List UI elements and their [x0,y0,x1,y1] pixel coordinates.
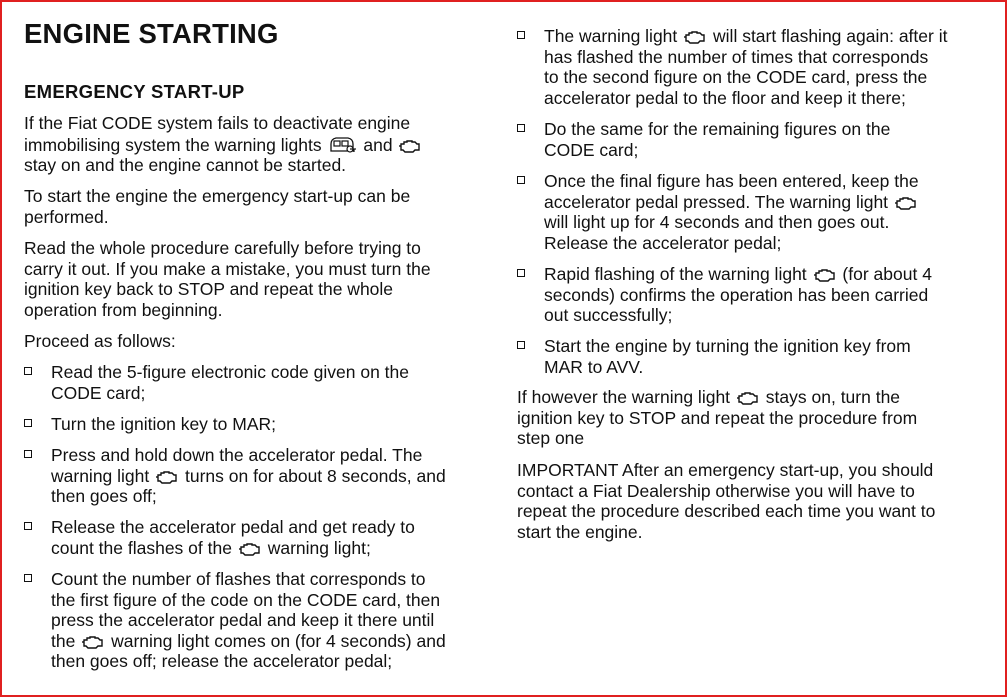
text-fragment: count the flashes of the [51,537,232,558]
list-item-text [544,264,932,326]
text-line: accelerator pedal to the floor and keep it there; [544,87,906,108]
list-item-text [544,26,947,108]
intro-paragraph-1 [24,113,423,176]
text-line [544,192,919,213]
text-line: press the accelerator pedal and keep it there until [51,610,435,630]
list-item-text [51,569,446,672]
text-line: CODE card; [51,382,146,403]
text-line: has flashed the number of times that corresponds [544,46,929,67]
text-line: Read the 5-figure electronic code given on the [51,362,410,382]
text-line: repeat the procedure described each time you want to [517,501,936,521]
outro-paragraph-1 [517,387,917,449]
text-line: then goes off; [51,486,157,506]
text-line: will light up for 4 seconds and then goes out. [544,212,890,232]
text-fragment: accelerator pedal pressed. The warning light [544,191,889,212]
text-line: Read the whole procedure carefully before trying to [24,238,421,258]
immobiliser-warning-icon [328,134,358,154]
text-line: then goes off; release the accelerator pedal; [51,651,393,671]
list-item-text [51,414,276,435]
text-line: To start the engine the emergency start-up can be [24,186,411,206]
engine-icon-svg [813,267,837,283]
text-line [51,466,446,487]
engine-warning-icon [398,138,422,154]
engine-icon-svg [81,634,105,650]
page-title: ENGINE STARTING [24,18,279,49]
engine-icon-svg [736,390,760,406]
text-fragment: the [51,630,76,651]
engine-icon-svg [683,29,707,45]
text-line: Do the same for the remaining figures on the [544,119,891,139]
text-fragment: immobilising system the warning lights [24,134,322,155]
checkbox-bullet-icon [24,522,32,530]
text-line: to the second figure on the CODE card, press the [544,67,928,87]
checkbox-bullet-icon [24,419,32,427]
text-line [51,631,446,652]
checkbox-bullet-icon [517,269,525,277]
text-fragment: The warning light [544,26,678,46]
checkbox-bullet-icon [24,367,32,375]
text-fragment: (for about 4 [842,264,932,284]
text-line: out successfully; [544,305,673,325]
important-note [517,460,935,542]
intro-paragraph-2 [24,186,410,227]
engine-icon-svg [894,195,918,211]
section-title: EMERGENCY START-UP [24,81,245,102]
text-fragment: turns on for about 8 seconds, and [185,465,446,486]
text-line: Release the accelerator pedal and get ready to [51,517,415,537]
checkbox-bullet-icon [517,124,525,132]
text-line [517,387,917,408]
text-line [51,538,415,559]
engine-warning-icon [813,267,837,283]
text-fragment: If however the warning light [517,387,731,407]
text-line: CODE card; [544,139,639,160]
list-item-text [51,362,409,403]
text-fragment: warning light; [267,537,371,558]
text-line: Count the number of flashes that corresponds to [51,569,426,589]
list-item-text [51,445,446,507]
engine-warning-icon [736,390,760,406]
list-item-text [544,119,890,160]
text-fragment: will start flashing again: after it [713,26,948,46]
text-line [544,26,947,47]
text-line: Start the engine by turning the ignition key from [544,336,911,356]
checkbox-bullet-icon [24,450,32,458]
list-item-text [51,517,415,558]
text-line: Turn the ignition key to MAR; [51,414,277,434]
intro-paragraph-3 [24,238,431,320]
text-line: seconds) confirms the operation has been carried [544,284,929,305]
proceed-label: Proceed as follows: [24,331,176,351]
engine-warning-icon [155,469,179,485]
text-line: the first figure of the code on the CODE card, then [51,589,441,610]
engine-warning-icon [683,29,707,45]
text-line: contact a Fiat Dealership otherwise you will have to [517,480,915,501]
text-line: ignition key back to STOP and repeat the whole [24,279,394,299]
text-fragment: and [363,134,393,155]
checkbox-bullet-icon [517,31,525,39]
immobiliser-icon-svg [328,134,358,154]
text-line: step one [517,428,585,448]
list-item-text [544,171,919,253]
checkbox-bullet-icon [517,176,525,184]
text-line [544,264,932,285]
checkbox-bullet-icon [24,574,32,582]
text-line: If the Fiat CODE system fails to deactivate engine [24,113,411,133]
text-line: start the engine. [517,521,643,542]
list-item-text [544,336,911,377]
engine-icon-svg [398,138,422,154]
text-line: stay on and the engine cannot be started. [24,155,347,175]
text-line: Release the accelerator pedal; [544,232,782,253]
engine-warning-icon [238,541,262,557]
engine-icon-svg [155,469,179,485]
checkbox-bullet-icon [517,341,525,349]
engine-warning-icon [894,195,918,211]
text-line: operation from beginning. [24,299,223,320]
text-fragment: stays on, turn the [765,387,901,407]
engine-icon-svg [238,541,262,557]
text-line: ignition key to STOP and repeat the procedure from [517,407,918,428]
text-line: IMPORTANT After an emergency start-up, you should [517,460,934,480]
text-fragment: warning light comes on (for 4 seconds) and [111,630,446,651]
text-line [24,134,423,156]
text-line: performed. [24,206,109,227]
text-fragment: warning light [51,465,150,486]
text-line: Press and hold down the accelerator pedal. The [51,445,423,465]
engine-warning-icon [81,634,105,650]
text-fragment: Rapid flashing of the warning light [544,264,807,284]
text-line: MAR to AVV. [544,356,644,377]
text-line: carry it out. If you make a mistake, you must turn the [24,258,431,279]
text-line: Once the final figure has been entered, keep the [544,171,919,191]
